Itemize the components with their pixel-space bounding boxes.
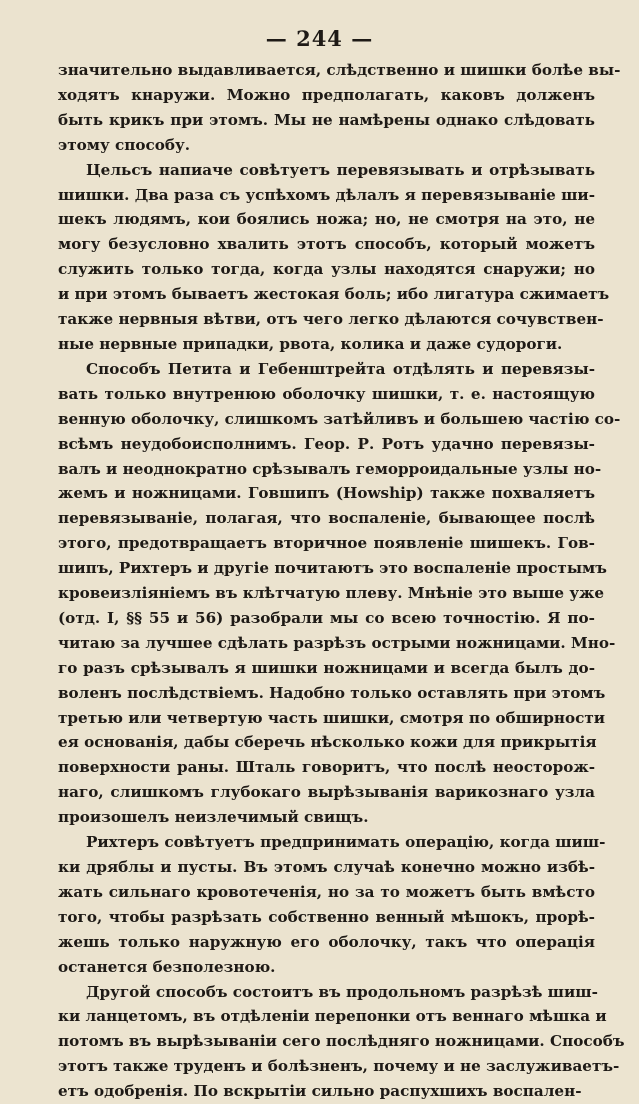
text-line: того, чтобы разрѣзать собственно венный мѣшокъ, прорѣ- [58, 907, 595, 926]
text-line: быть крикъ при этомъ. Мы не намѣрены однако слѣдовать [58, 110, 595, 129]
text-line: жемъ и ножницами. Говшипъ (Howship) также похваляетъ [58, 484, 595, 503]
text-line: воленъ послѣдствіемъ. Надобно только оставлять при этомъ [58, 683, 606, 702]
text-line: ки ланцетомъ, въ отдѣленіи перепонки отъ веннаго мѣшка и [58, 1007, 607, 1026]
text-line: наго, слишкомъ глубокаго вырѣзыванія варикознаго узла [58, 783, 595, 802]
paragraph [58, 357, 621, 830]
text-line: потомъ въ вырѣзываніи сего послѣдняго ножницами. Способъ [58, 1032, 625, 1051]
text-line: венную оболочку, слишкомъ затѣйливъ и большею частію со- [58, 409, 621, 428]
text-line: шекъ людямъ, кои боялись ножа; но, не смотря на это, не [58, 210, 595, 229]
text-line: шипъ, Рихтеръ и другіе почитаютъ это воспаленіе простымъ [58, 559, 607, 578]
text-line: (отд. I, §§ 55 и 56) разобрали мы со всею точностію. Я по- [58, 608, 595, 627]
text-line: Другой способъ состоитъ въ продольномъ разрѣзѣ шиш- [86, 982, 598, 1001]
text-line: читаю за лучшее сдѣлать разрѣзъ острыми ножницами. Мно- [58, 633, 616, 652]
text-line: поверхности раны. Шталь говоритъ, что послѣ неосторож- [58, 758, 595, 777]
text-line: могу безусловно хвалить этотъ способъ, который можетъ [58, 235, 595, 254]
text-line: го разъ срѣзывалъ я шишки ножницами и всегда былъ до- [58, 658, 595, 677]
text-line: жешь только наружную его оболочку, такъ что операція [58, 932, 595, 951]
text-line: етъ одобренія. По вскрытіи сильно распухшихъ воспален- [58, 1082, 582, 1101]
text-line: этотъ также труденъ и болѣзненъ, почему и не заслуживаетъ- [58, 1057, 620, 1076]
text-line: этого, предотвращаетъ вторичное появленіе шишекъ. Гов- [58, 534, 595, 553]
text-line: этому способу. [58, 135, 191, 154]
text-line: третью или четвертую часть шишки, смотря по обширности [58, 708, 606, 727]
text-line: перевязываніе, полагая, что воспаленіе, бывающее послѣ [58, 509, 595, 528]
text-line: ея основанія, дабы сберечь нѣсколько кожи для прикрытія [58, 733, 597, 752]
paragraph [58, 980, 625, 1104]
text-line: ные нервные припадки, рвота, колика и даже судороги. [58, 334, 563, 353]
text-line: также нервныя вѣтви, отъ чего легко дѣлаются сочувствен- [58, 310, 604, 329]
text-line: ходятъ кнаружи. Можно предполагать, каковъ долженъ [58, 85, 595, 104]
paragraph [58, 158, 610, 357]
text-line: ки дряблы и пусты. Въ этомъ случаѣ конечно можно избѣ- [58, 858, 595, 876]
paragraph [58, 830, 606, 979]
page-number: — 244 — [265, 26, 374, 51]
text-line: кровеизліяніемъ въ клѣтчатую плеву. Мнѣніе это выше уже [58, 584, 605, 603]
text-line: Рихтеръ совѣтуетъ предпринимать операцію, когда шиш- [86, 833, 606, 852]
text-line: всѣмъ неудобоисполнимъ. Геор. Р. Ротъ удачно перевязы- [58, 434, 595, 453]
text-line: валъ и неоднократно срѣзывалъ геморроидальные узлы но- [58, 459, 602, 478]
text-line: останется безполезною. [58, 957, 276, 976]
text-line: вать только внутренюю оболочку шишки, т. е. настоящую [58, 384, 595, 403]
paragraph [58, 58, 621, 158]
text-line: Способъ Петита и Гебенштрейта отдѣлять и перевязы- [86, 359, 595, 378]
text-line: шишки. Два раза съ успѣхомъ дѣлалъ я перевязываніе ши- [58, 185, 595, 204]
page-body-text [58, 58, 625, 1104]
text-line: Цельсъ напиаче совѣтуетъ перевязывать и отрѣзывать [86, 160, 595, 179]
text-line: служить только тогда, когда узлы находятся снаружи; но [58, 260, 595, 279]
text-line: произошелъ неизлечимый свищъ. [58, 808, 369, 827]
text-line: жать сильнаго кровотеченія, но за то можетъ быть вмѣсто [58, 882, 595, 901]
text-line: значительно выдавливается, слѣдственно и шишки болѣе вы- [58, 61, 621, 79]
text-line: и при этомъ бываетъ жестокая боль; ибо лигатура сжимаетъ [58, 285, 610, 304]
